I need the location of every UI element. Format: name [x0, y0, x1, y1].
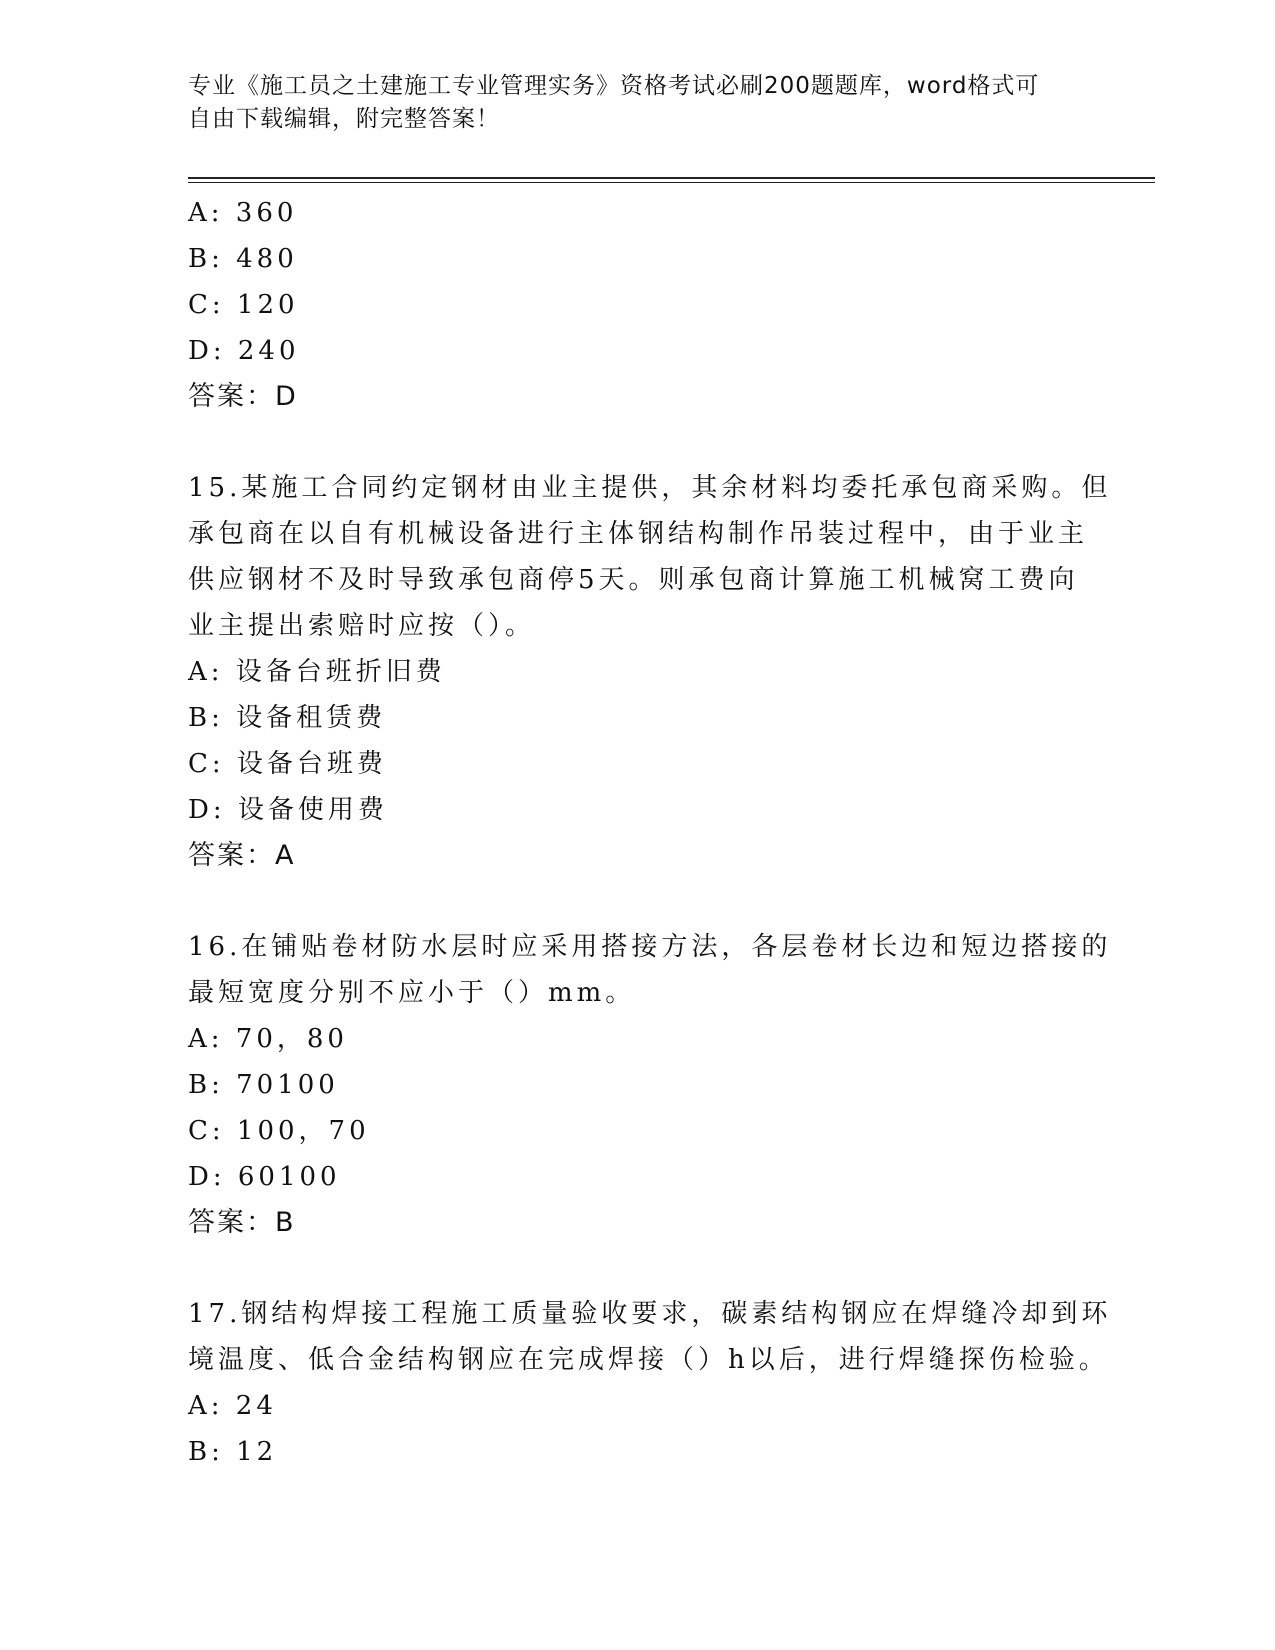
- question-text-line: 承包商在以自有机械设备进行主体钢结构制作吊装过程中，由于业主: [188, 519, 1089, 549]
- question-block-16: [188, 924, 1112, 1246]
- answer-line: 答案：A: [188, 840, 296, 871]
- option-c: C: 设备台班费: [188, 749, 387, 779]
- option-a: A: 360: [188, 198, 298, 228]
- question-text-line: 17.钢结构焊接工程施工质量验收要求，碳素结构钢应在焊缝冷却到环: [188, 1299, 1112, 1329]
- spacer: [188, 420, 1088, 465]
- option-b: B: 12: [188, 1437, 278, 1467]
- question-block-17: [188, 1291, 1112, 1475]
- option-a: A: 设备台班折旧费: [188, 657, 446, 687]
- question-text-line: 境温度、低合金结构钢应在完成焊接（）h以后，进行焊缝探伤检验。: [188, 1345, 1109, 1375]
- question-block-prev: [188, 190, 1088, 420]
- option-a: A: 70，80: [188, 1024, 348, 1054]
- question-block-15: [188, 465, 1112, 879]
- option-d: D: 240: [188, 336, 300, 366]
- spacer: [188, 879, 1088, 924]
- header-divider-thick: [188, 177, 1155, 179]
- question-text-line: 16.在铺贴卷材防水层时应采用搭接方法，各层卷材长边和短边搭接的: [188, 932, 1112, 962]
- option-d: D: 60100: [188, 1162, 341, 1192]
- answer-line: 答案：D: [188, 381, 298, 412]
- option-a: A: 24: [188, 1391, 277, 1421]
- question-list: [188, 190, 1112, 1475]
- spacer: [188, 1246, 1088, 1291]
- document-header: [188, 70, 1068, 136]
- option-c: C: 100，70: [188, 1116, 370, 1146]
- answer-line: 答案：B: [188, 1207, 296, 1238]
- option-b: B: 480: [188, 244, 298, 274]
- header-divider-thin: [188, 182, 1155, 183]
- question-text-line: 最短宽度分别不应小于（）mm。: [188, 978, 636, 1008]
- header-line-2: 自由下载编辑，附完整答案！: [188, 106, 500, 132]
- question-text-line: 业主提出索赔时应按（）。: [188, 611, 536, 641]
- option-c: C: 120: [188, 290, 299, 320]
- question-text-line: 供应钢材不及时导致承包商停5天。则承包商计算施工机械窝工费向: [188, 565, 1079, 595]
- header-line-1: 专业《施工员之土建施工专业管理实务》资格考试必刷200题题库，word格式可: [188, 73, 1040, 99]
- option-b: B: 设备租赁费: [188, 703, 387, 733]
- option-d: D: 设备使用费: [188, 795, 388, 825]
- option-b: B: 70100: [188, 1070, 339, 1100]
- question-text-line: 15.某施工合同约定钢材由业主提供，其余材料均委托承包商采购。但: [188, 473, 1112, 503]
